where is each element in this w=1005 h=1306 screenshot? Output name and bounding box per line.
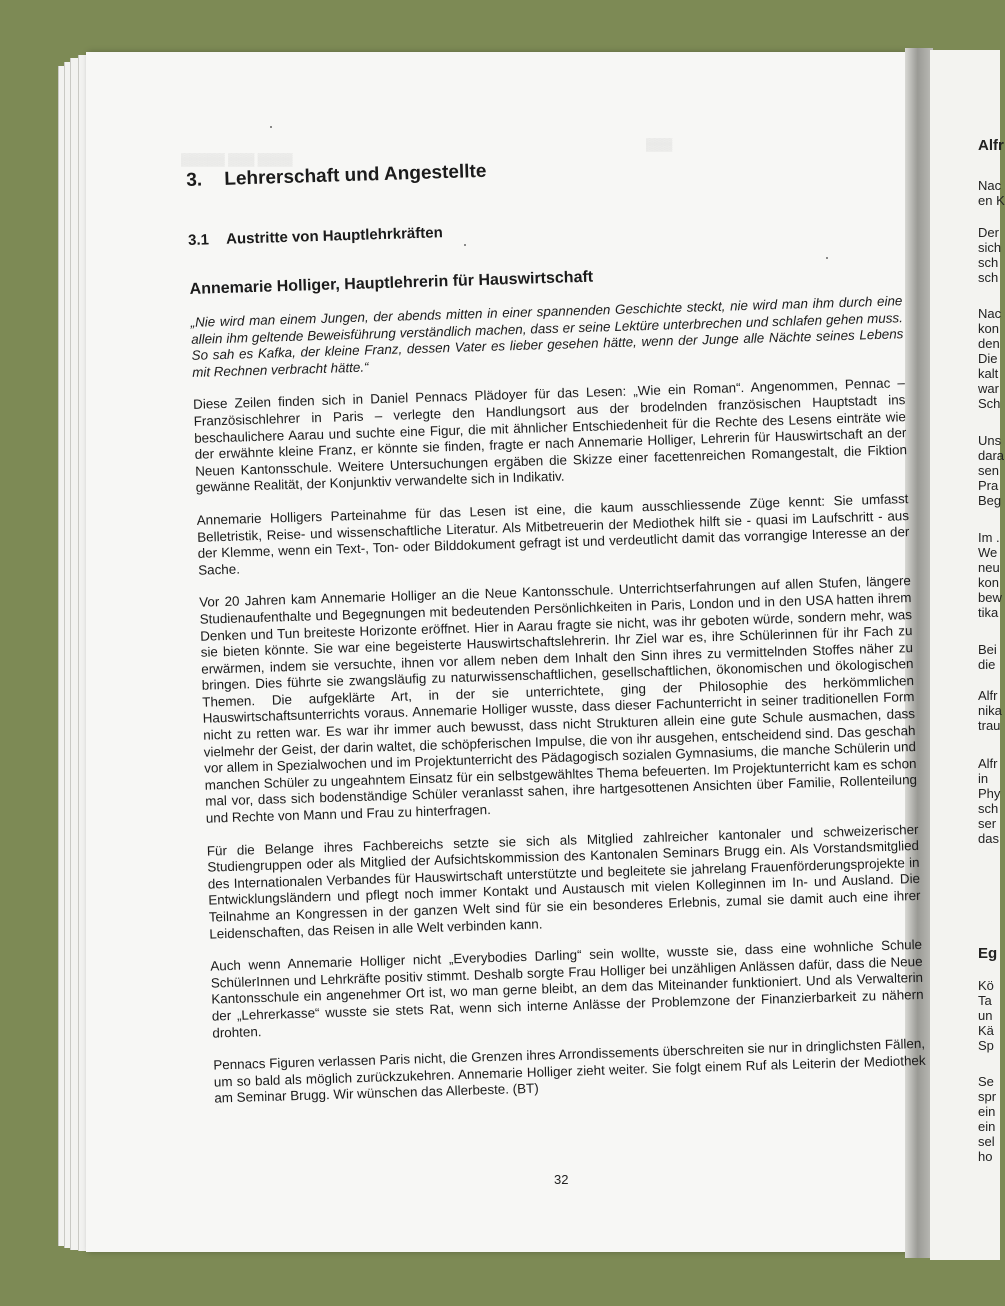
right-fragment: Sp — [978, 1038, 994, 1053]
right-fragment: die — [978, 657, 996, 672]
right-fragment: Eg — [978, 945, 998, 962]
right-fragment: Nac — [978, 306, 1002, 321]
right-fragment: Ta — [978, 993, 992, 1008]
right-fragment: sen — [978, 463, 999, 478]
right-fragment: ho — [978, 1149, 993, 1164]
right-fragment: neu — [978, 560, 1000, 575]
right-fragment: Alfr — [978, 137, 1004, 154]
right-fragment: das — [978, 831, 999, 846]
paper-speck — [270, 126, 272, 128]
page-number: 32 — [554, 1172, 569, 1187]
right-fragment: kalt — [978, 366, 999, 381]
right-fragment: Phy — [978, 786, 1001, 801]
right-fragment: Kö — [978, 978, 994, 993]
right-fragment: Die — [978, 351, 998, 366]
right-fragment: en K — [978, 193, 1005, 208]
body-paragraph: Vor 20 Jahren kam Annemarie Holliger an die Neue Kantonsschule. Unterrichtserfahrungen auf allen Stufen, längere Studienaufenthalte und Begegnungen mit bedeutenden Persönlichkeiten in Paris, London und in den USA hatten ihrem Denken und Tun breiteste Horizonte eröffnet. Hier in Aarau fragte sie nicht, was ihr geboten würde, sondern mehr, was sie bieten könnte. Sie war eine begeisterte Hauswirtschaftslehrerin. Ihr Ziel war es, ihre Schülerinnen für ihr Fach zu erwärmen, indem sie versuchte, ihnen vor allem neben dem Inhalt den Sinn ihres zu vermittelnden Stoffes näher zu bringen. Dies führte sie zwangsläufig zu naturwissenschaftlichen, gesellschaftlichen, ökonomischen und ökologischen Themen. Die aufgeklärte Art, in der sie unterrichtete, ging der Philosophie des herkömmlichen Hauswirtschaftsunterrichts voraus. Annemarie Holliger wusste, dass dieser Fachunterricht in seiner traditionellen Form nicht zu retten war. Es war ihr immer auch bewusst, dass nicht Strukturen allein eine gute Schule ausmachen, dass vielmehr der Geist, der darin waltet, die schöpferischen Impulse, die von ihr ausgehen, entscheidend sind. Das geschah vor allem in Spezialwochen und im Projektunterricht des Pädagogisch sozialen Gymnasiums, die manche Schülerin und manchen Schüler zu ungeahntem Einsatz für ein selbstgewähltes Thema befeuerten. Im Projektunterricht kam es schon mal vor, dass sich bodenständige Schüler veranlasst sahen, ihre hartgesottenen Ansichten über Familie, Rollenteilung und Rechte von Mann und Frau zu hinterfragen. — [198, 573, 918, 826]
right-fragment: Pra — [978, 478, 999, 493]
show-through: ▓▓▓▓▓ ▓▓▓ ▓▓▓▓ — [181, 152, 293, 166]
right-fragment: Beg — [978, 493, 1002, 508]
right-fragment: Kä — [978, 1023, 994, 1038]
right-fragment: Uns — [978, 433, 1002, 448]
right-fragment: kon — [978, 321, 999, 336]
section-title: Lehrerschaft und Angestellte — [223, 160, 487, 190]
right-fragment: nika — [978, 703, 1002, 718]
show-through: ▓▓▓ — [646, 137, 673, 151]
right-fragment: sich — [978, 240, 1002, 255]
right-fragment: ein — [978, 1104, 996, 1119]
right-page — [930, 50, 1005, 1260]
right-fragment: Alfr — [978, 756, 998, 771]
right-fragment: spr — [978, 1089, 997, 1104]
article-content — [186, 148, 927, 1123]
right-fragment: in — [978, 771, 989, 786]
article-title: Annemarie Holliger, Hauptlehrerin für Hauswirtschaft — [189, 268, 594, 298]
section-number: 3. — [186, 169, 203, 191]
right-fragment: dara — [978, 448, 1005, 463]
right-fragment: ser — [978, 816, 997, 831]
right-fragment: Alfr — [978, 688, 998, 703]
right-fragment: Nac — [978, 178, 1002, 193]
body-paragraph: Auch wenn Annemarie Holliger nicht „Everybodies Darling“ sein wollte, wusste sie, dass eine wohnliche Schule SchülerInnen und Lehrkräfte positiv stimmt. Deshalb sorgte Frau Holliger bei unzähligen Anlässen dafür, dass die Neue Kantonsschule ein angenehmer Ort ist, wo man gerne bleibt, an dem das Miteinander funktioniert. Und als Verwalterin der „Lehrerkasse“ wusste sie stets Rat, wenn sich interne Anlässe der Problemzone der Finanzierbarkeit zu nähern drohten. — [210, 937, 924, 1041]
right-fragment: Im . — [978, 530, 1000, 545]
right-fragment: Bei — [978, 642, 997, 657]
subsection-number: 3.1 — [187, 231, 210, 249]
subsection-title: Austritte von Hauptlehrkräften — [225, 224, 443, 248]
body-paragraph: Für die Belange ihres Fachbereichs setzte sie sich als Mitglied zahlreicher kantonaler und schweizerischer Studiengruppen oder als Mitglied der Aufsichtskommission des Kantonalen Seminars Brugg ein. Als Vorstandsmitglied des Internationalen Verbandes für Hauswirtschaft unterstützte und begleitete sie jahrelang Frauenförderungsprojekte in Entwicklungsländern und pflegt noch immer Kontakt und Austausch mit vielen Kolleginnen im In- und Ausland. Die Teilnahme an Kongressen in der ganzen Welt sind für sie ein besonderes Erlebnis, zumal sie damit auch eine ihrer Leidenschaften, das Reisen in alle Welt verbinden kann. — [206, 821, 921, 942]
right-fragment: sch — [978, 270, 999, 285]
opening-quote: „Nie wird man einem Jungen, der abends mitten in einer spannenden Geschichte steckt, nie wird man ihm durch eine allein ihm geltende Beweisführung verständlich machen, dass er seine Lektüre unterbrechen und schlafen gehen muss. So sah es Kafka, der kleine Franz, dessen Vater es lieber gesehen hätte, wenn der Junge alle Nächte seines Lebens mit Rechnen verbracht hätte.“ — [190, 293, 904, 380]
right-fragment: bew — [978, 590, 1002, 605]
right-fragment: kon — [978, 575, 999, 590]
body-paragraph: Diese Zeilen finden sich in Daniel Pennacs Plädoyer für das Lesen: „Wie ein Roman“. Angenommen, Pennac – Französischlehrer in Paris – verlegte den Handlungsort aus der brodelnden französischen Hauptstadt ins beschaulichere Aarau und suchte eine Figur, die mit ähnlicher Entschiedenheit für die Rechte des Lesens einträte wie der erwähnte kleine Franz, er könnte sie finden, fragte er nach Annemarie Holliger, Lehrerin für Hauswirtschaft an der Neuen Kantonsschule. Weitere Untersuchungen ergäben die Skizze einer facettenreichen Romangestalt, die Fiktion gewänne Realität, der Konjunktiv verwandelte sich in Indikativ. — [192, 375, 908, 496]
right-fragment: sch — [978, 801, 999, 816]
right-fragment: We — [978, 545, 998, 560]
right-fragment: ein — [978, 1119, 996, 1134]
right-fragment: Se — [978, 1074, 994, 1089]
right-fragment: trau — [978, 718, 1001, 733]
body-paragraph: Annemarie Holligers Parteinahme für das Lesen ist eine, die kaum ausschliessende Züge kennt: Sie umfasst Belletristik, Reise- und wissenschaftliche Literatur. Als Mitbetreuerin der Mediothek hilft sie - quasi im Laufschritt - aus der Klemme, wenn ein Text-, Ton- oder Bilddokument gefragt ist und verdeutlicht damit das vorrangige Interesse an der Sache. — [196, 491, 910, 578]
subsection-heading — [188, 210, 900, 249]
right-fragment: war — [978, 381, 999, 396]
right-fragment: den — [978, 336, 1000, 351]
right-fragment: Der — [978, 225, 999, 240]
right-fragment: tika — [978, 605, 999, 620]
right-fragment: sch — [978, 255, 999, 270]
right-fragment: un — [978, 1008, 993, 1023]
body-paragraph: Pennacs Figuren verlassen Paris nicht, die Grenzen ihres Arrondissements überschreiten sie nur in dringlichsten Fällen, um so bald als möglich zurückzukehren. Annemarie Holliger zieht weiter. Sie folgt einem Ruf als Leiterin der Mediothek am Seminar Brugg. Wir wünschen das Allerbeste. (BT) — [213, 1035, 926, 1106]
right-fragment: sel — [978, 1134, 995, 1149]
right-fragment: Sch — [978, 396, 1001, 411]
